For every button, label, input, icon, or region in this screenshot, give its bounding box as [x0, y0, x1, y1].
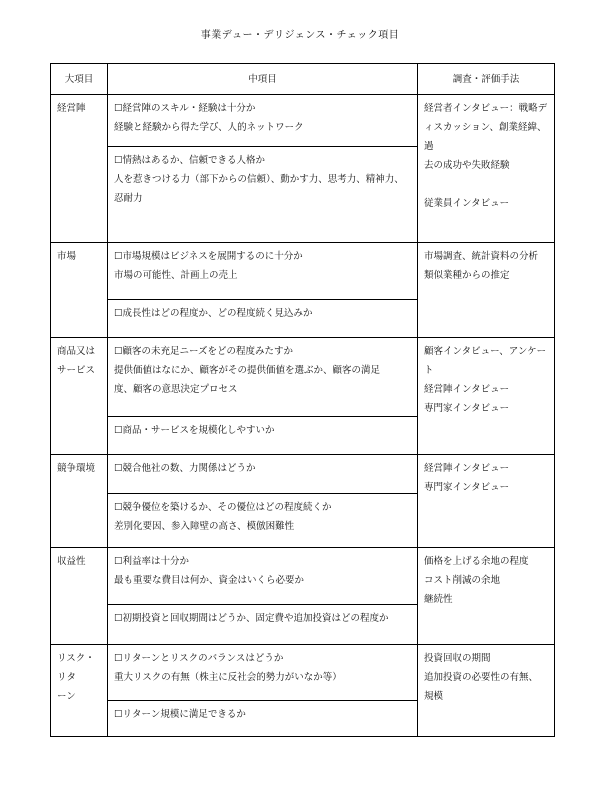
category-label: 商品又は サービス: [57, 346, 96, 376]
method-line: 顧客インタビュー、アンケー: [424, 346, 547, 357]
method-cell: [418, 455, 555, 548]
check-item-detail: 度、顧客の意思決定プロセス: [114, 384, 238, 395]
method-line: 従業員インタビュー: [424, 198, 510, 209]
check-item: [108, 338, 417, 416]
check-item: [108, 146, 417, 242]
table-row: [51, 455, 555, 548]
check-item-title: ☐情熱はあるか、信頼できる人格か: [114, 155, 266, 166]
check-item: [108, 455, 417, 493]
method-line: コスト削減の余地: [424, 575, 501, 586]
middle-items-cell: [108, 645, 418, 737]
method-cell: [418, 95, 555, 243]
check-item-detail: 忍耐力: [114, 193, 143, 204]
table-row: [51, 243, 555, 338]
header-middle: 中項目: [108, 64, 418, 95]
check-item: [108, 700, 417, 736]
method-line: 専門家インタビュー: [424, 403, 510, 414]
check-item-title: ☐利益率は十分か: [114, 556, 190, 567]
category-label: 収益性: [57, 556, 86, 567]
document-title: 事業デュー・デリジェンス・チェック項目: [200, 30, 400, 41]
method-line: 価格を上げる余地の程度: [424, 556, 529, 567]
method-cell: [418, 645, 555, 737]
method-line: ィスカッション、創業経緯、過: [424, 122, 547, 152]
method-line: 経営者インタビュー：戦略デ: [424, 103, 548, 114]
check-item-title: ☐市場規模はビジネスを展開するのに十分か: [114, 251, 303, 262]
check-item-detail: 経験と経験から得た学び、人的ネットワーク: [114, 122, 304, 133]
check-item: [108, 645, 417, 700]
check-item-detail: 提供価値はなにか、顧客がその提供価値を選ぶか、顧客の満足: [114, 365, 381, 376]
category-cell: [51, 95, 108, 243]
check-item: [108, 416, 417, 454]
check-item-detail: 最も重要な費目は何か、資金はいくら必要か: [114, 575, 305, 586]
category-cell: [51, 645, 108, 737]
middle-items-cell: [108, 548, 418, 645]
category-label: リスク・リタ ーン: [57, 653, 95, 702]
method-line: 経営陣インタビュー: [424, 384, 510, 395]
table-body: [51, 95, 555, 737]
checklist-table: [50, 63, 555, 737]
check-item-title: ☐商品・サービスを規模化しやすいか: [114, 425, 275, 436]
category-cell: [51, 548, 108, 645]
middle-items-cell: [108, 243, 418, 338]
middle-items-cell: [108, 455, 418, 548]
check-item-title: ☐成長性はどの程度か、どの程度続く見込みか: [114, 308, 313, 319]
middle-items-cell: [108, 338, 418, 455]
method-cell: [418, 548, 555, 645]
category-label: 市場: [57, 251, 77, 262]
check-item-detail: 重大リスクの有無（株主に反社会的勢力がいなか等）: [114, 672, 342, 683]
category-label: 競争環境: [57, 463, 96, 474]
header-major: 大項目: [51, 64, 108, 95]
table-row: [51, 95, 555, 243]
category-cell: [51, 455, 108, 548]
check-item-title: ☐経営陣のスキル・経験は十分か: [114, 103, 256, 114]
header-method: 調査・評価手法: [418, 64, 555, 95]
method-spacer: [424, 175, 550, 194]
category-cell: [51, 243, 108, 338]
check-item-title: ☐競合他社の数、力関係はどうか: [114, 463, 256, 474]
method-line: 追加投資の必要性の有無、: [424, 672, 539, 683]
method-cell: [418, 338, 555, 455]
method-line: 投資回収の期間: [424, 653, 491, 664]
table-row: [51, 645, 555, 737]
method-line: 類似業種からの推定: [424, 270, 510, 281]
check-item: [108, 299, 417, 337]
table-row: [51, 338, 555, 455]
check-item-title: ☐リターンとリスクのバランスはどうか: [114, 653, 284, 664]
method-line: 市場調査、統計資料の分析: [424, 251, 539, 262]
method-line: ト: [424, 365, 434, 376]
check-item-detail: 差別化要因、参入障壁の高さ、模倣困難性: [114, 521, 295, 532]
check-item-detail: 市場の可能性、計画上の売上: [114, 270, 238, 281]
check-item: [108, 243, 417, 299]
method-line: 専門家インタビュー: [424, 482, 510, 493]
check-item-detail: 人を惹きつける力（部下からの信頼）、動かす力、思考力、精神力、: [114, 174, 404, 185]
method-line: 規模: [424, 691, 444, 702]
check-item: [108, 548, 417, 604]
check-item-title: ☐競争優位を築けるか、その優位はどの程度続くか: [114, 502, 332, 513]
check-item: [108, 95, 417, 146]
middle-items-cell: [108, 95, 418, 243]
method-line: 去の成功や失敗経験: [424, 160, 510, 171]
method-line: 継続性: [424, 594, 453, 605]
check-item-title: ☐初期投資と回収期間はどうか、固定費や追加投資はどの程度か: [114, 613, 389, 624]
category-label: 経営陣: [57, 103, 86, 114]
category-cell: [51, 338, 108, 455]
check-item-title: ☐リターン規模に満足できるか: [114, 709, 246, 720]
check-item: [108, 493, 417, 547]
method-line: 経営陣インタビュー: [424, 463, 510, 474]
method-cell: [418, 243, 555, 338]
table-row: [51, 548, 555, 645]
check-item-title: ☐顧客の未充足ニーズをどの程度みたすか: [114, 346, 294, 357]
check-item: [108, 604, 417, 644]
